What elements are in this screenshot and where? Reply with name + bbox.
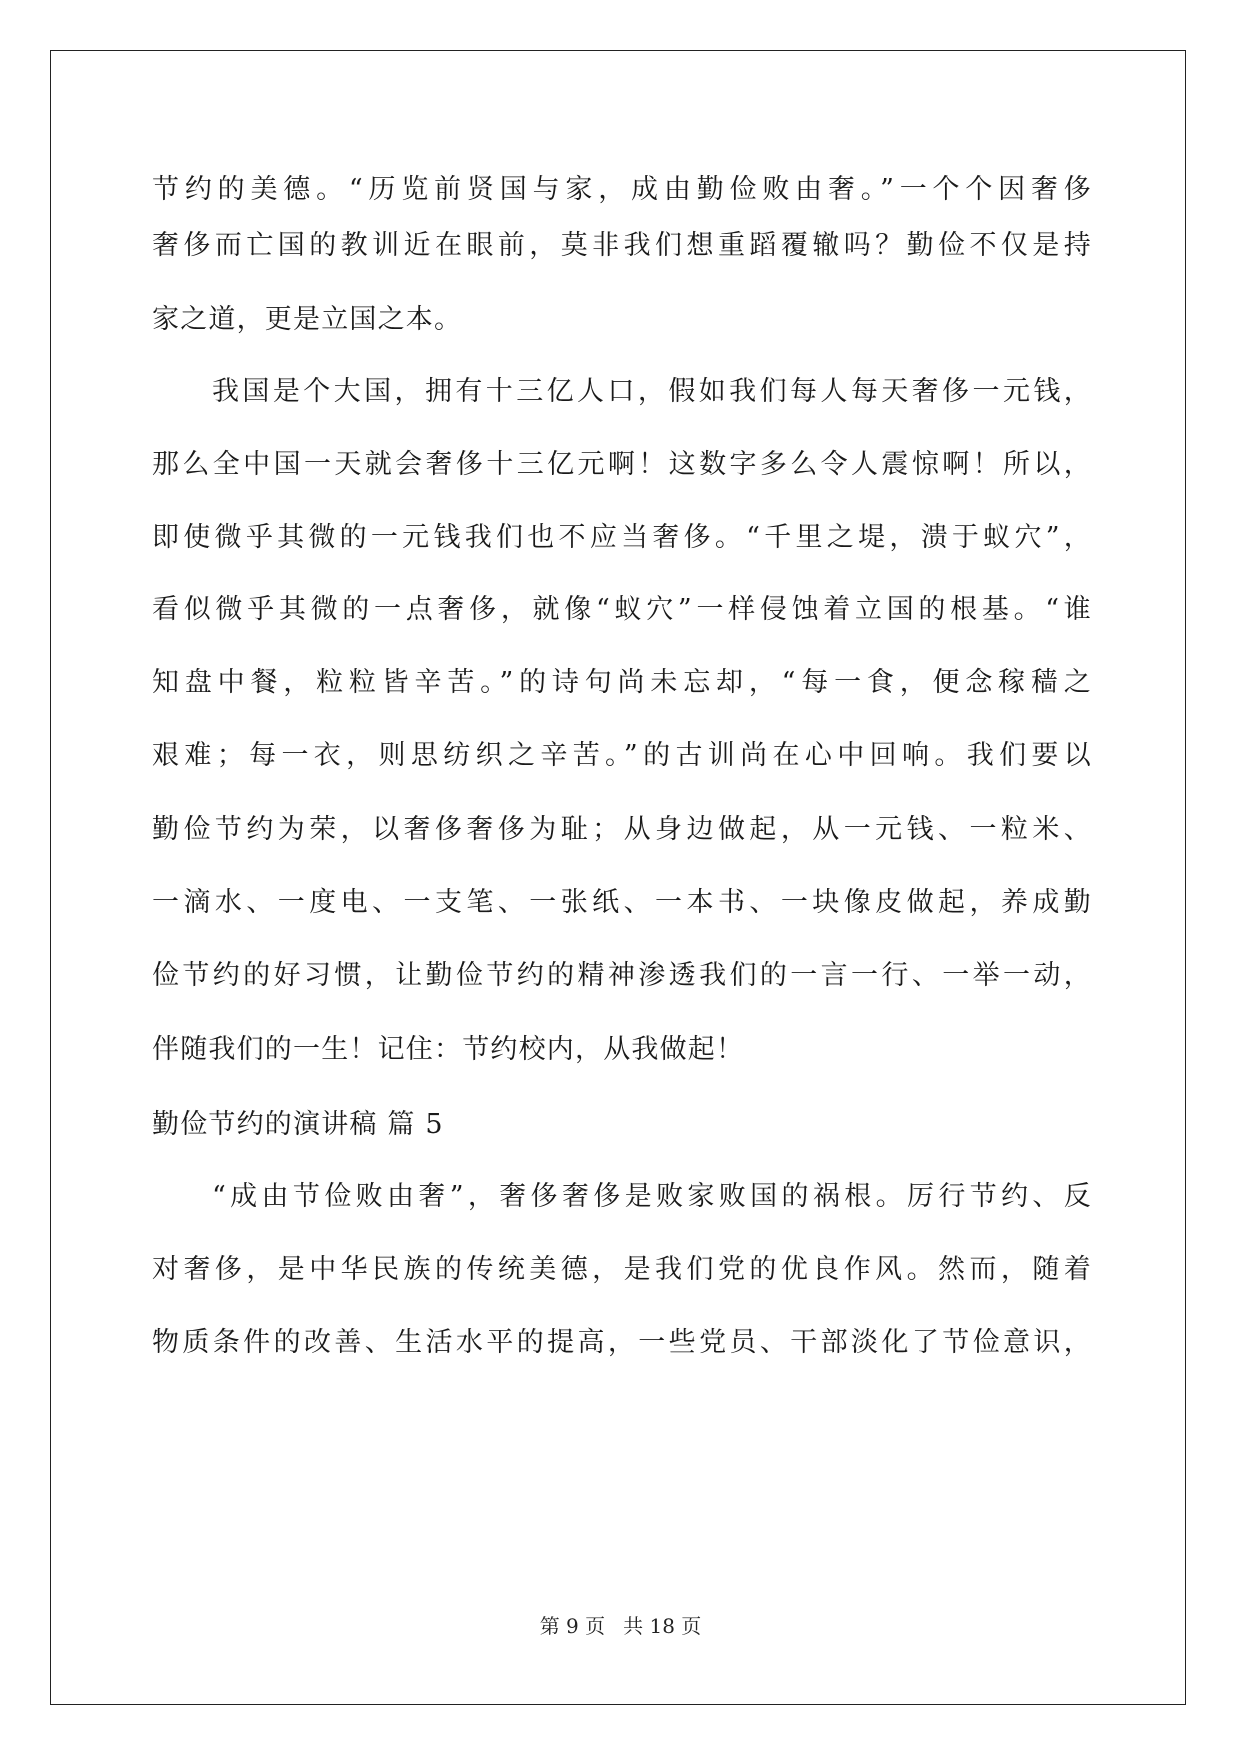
paragraph-line: 对奢侈，是中华民族的传统美德，是我们党的优良作风。然而，随着 xyxy=(152,1254,1092,1285)
paragraph-line: 我国是个大国，拥有十三亿人口，假如我们每人每天奢侈一元钱， xyxy=(212,376,1092,407)
paragraph-line: 即使微乎其微的一元钱我们也不应当奢侈。“千里之堤，溃于蚁穴”， xyxy=(152,522,1092,553)
paragraph-line: 物质条件的改善、生活水平的提高，一些党员、干部淡化了节俭意识， xyxy=(152,1327,1092,1358)
page-total: 共 18 页 xyxy=(623,1614,702,1638)
paragraph-line: “成由节俭败由奢”，奢侈奢侈是败家败国的祸根。厉行节约、反 xyxy=(212,1181,1092,1212)
paragraph-line: 一滴水、一度电、一支笔、一张纸、一本书、一块像皮做起，养成勤 xyxy=(152,887,1092,918)
page-number: 第 9 页 xyxy=(539,1614,606,1638)
page-footer xyxy=(0,1614,1241,1638)
page-border xyxy=(50,50,1186,1705)
paragraph-line: 节约的美德。“历览前贤国与家，成由勤俭败由奢。”一个个因奢侈 xyxy=(152,174,1092,205)
paragraph-line: 家之道，更是立国之本。 xyxy=(152,304,463,335)
paragraph-line: 那么全中国一天就会奢侈十三亿元啊！这数字多么令人震惊啊！所以， xyxy=(152,449,1092,480)
paragraph-line: 勤俭节约为荣，以奢侈奢侈为耻；从身边做起，从一元钱、一粒米、 xyxy=(152,814,1092,845)
paragraph-line: 伴随我们的一生！记住：节约校内，从我做起！ xyxy=(152,1034,745,1065)
paragraph-line: 看似微乎其微的一点奢侈，就像“蚁穴”一样侵蚀着立国的根基。“谁 xyxy=(152,594,1092,625)
paragraph-line: 艰难；每一衣，则思纺织之辛苦。”的古训尚在心中回响。我们要以 xyxy=(152,740,1092,771)
paragraph-line: 俭节约的好习惯，让勤俭节约的精神渗透我们的一言一行、一举一动， xyxy=(152,960,1092,991)
paragraph-line: 知盘中餐，粒粒皆辛苦。”的诗句尚未忘却，“每一食，便念稼穑之 xyxy=(152,667,1092,698)
section-heading: 勤俭节约的演讲稿 篇 5 xyxy=(152,1109,444,1140)
paragraph-line: 奢侈而亡国的教训近在眼前，莫非我们想重蹈覆辙吗？勤俭不仅是持 xyxy=(152,230,1092,261)
